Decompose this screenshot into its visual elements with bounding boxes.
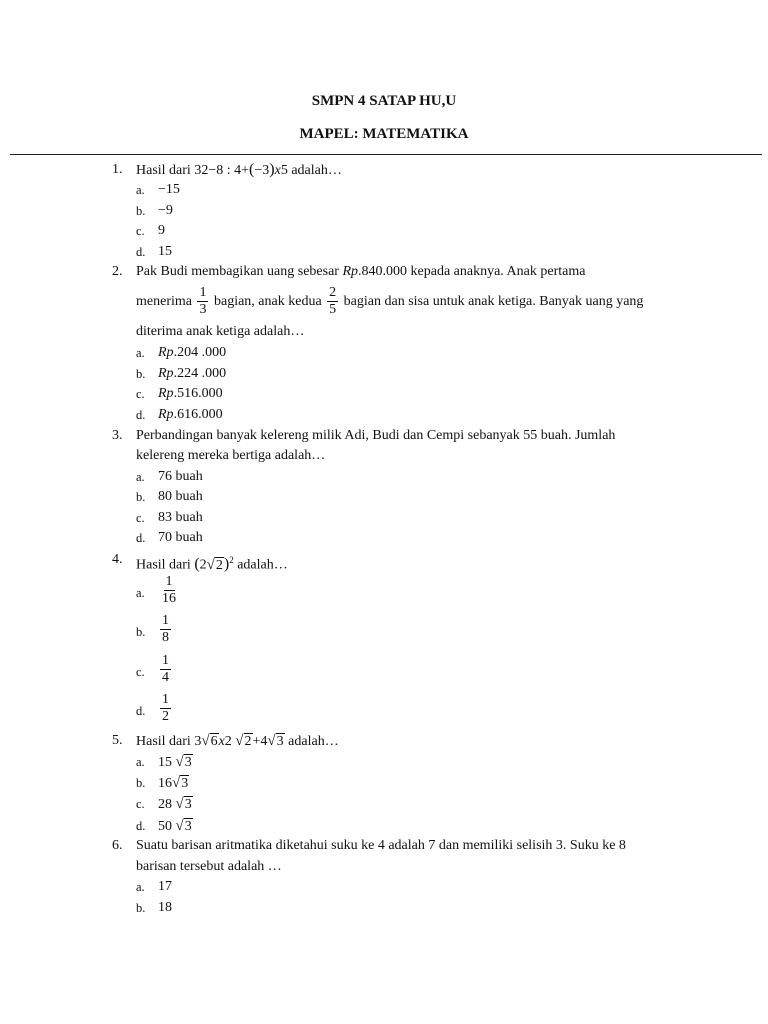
option-label: b.	[136, 625, 146, 639]
fraction	[160, 613, 171, 646]
option-label: d.	[136, 408, 146, 422]
option-label: c.	[136, 665, 145, 679]
fraction-numerator: 1	[162, 653, 169, 668]
option-value: −9	[158, 203, 173, 218]
fraction-denominator: 16	[162, 591, 176, 606]
question-5-text	[136, 732, 339, 751]
option-value	[158, 653, 173, 686]
amount: .224 .000	[173, 366, 227, 381]
square-root	[176, 795, 193, 814]
math-number: 50	[158, 819, 172, 834]
currency-symbol: Rp	[158, 386, 174, 401]
question-number: 6.	[112, 838, 123, 853]
radical-sign: √	[175, 796, 184, 812]
radical-sign: √	[175, 818, 184, 834]
math-paren: )	[269, 161, 275, 178]
fraction-numerator: 1	[165, 574, 173, 589]
radicand: 3	[184, 819, 192, 834]
square-root	[207, 556, 224, 575]
option-label: d.	[136, 245, 146, 259]
option-value	[158, 692, 173, 725]
fraction	[327, 285, 338, 318]
question-2-line-2	[136, 285, 643, 319]
question-6-line-1: Suatu barisan aritmatika diketahui suku ke 4 adalah 7 dan memiliki selisih 3. Suku ke 8	[136, 838, 626, 853]
option-value	[158, 795, 193, 814]
radicand: 3	[184, 755, 192, 770]
radical-sign: √	[172, 775, 181, 791]
option-value: 83 buah	[158, 510, 203, 525]
fraction	[160, 574, 178, 607]
square-root	[235, 732, 252, 751]
question-number: 5.	[112, 733, 123, 748]
option-value	[158, 385, 223, 403]
math-paren: (	[194, 555, 200, 573]
math-operator: +	[241, 163, 250, 178]
option-value: 9	[158, 223, 165, 238]
radical-sign: √	[201, 733, 210, 749]
option-value	[158, 817, 193, 836]
math-operator: x	[218, 734, 225, 749]
fraction-numerator: 1	[162, 613, 169, 628]
radical-sign: √	[267, 733, 276, 749]
option-value: 15	[158, 244, 172, 259]
currency-symbol: Rp	[158, 345, 174, 360]
radicand: 3	[276, 734, 284, 749]
option-label: c.	[136, 224, 145, 238]
option-label: a.	[136, 755, 145, 769]
math-number: 8 : 4	[216, 163, 242, 178]
question-text: adalah…	[288, 734, 339, 749]
radicand: 3	[184, 797, 192, 812]
fraction	[160, 692, 171, 725]
radical-sign: √	[206, 556, 215, 573]
currency-symbol: Rp	[158, 366, 174, 381]
radicand: 3	[181, 776, 189, 791]
question-text: Hasil dari	[136, 163, 191, 178]
currency-symbol: Rp	[158, 407, 174, 422]
question-6-line-2: barisan tersebut adalah …	[136, 859, 282, 874]
question-text: bagian dan sisa untuk anak ketiga. Banyak uang yang	[343, 294, 644, 309]
math-operator: x	[274, 163, 281, 178]
option-label: a.	[136, 183, 145, 197]
radical-sign: √	[175, 754, 184, 770]
option-label: b.	[136, 490, 146, 504]
square-root	[176, 817, 193, 836]
option-value	[158, 344, 226, 362]
option-label: c.	[136, 387, 145, 401]
option-value: 18	[158, 900, 172, 915]
fraction-numerator: 2	[329, 285, 337, 301]
school-title: SMPN 4 SATAP HU,U	[311, 93, 457, 109]
option-value: −15	[158, 182, 180, 197]
math-number: 28	[158, 797, 172, 812]
option-value	[158, 753, 193, 772]
option-value: 17	[158, 879, 172, 894]
radicand: 2	[244, 734, 252, 749]
question-number: 4.	[112, 552, 123, 567]
option-label: b.	[136, 901, 146, 915]
option-label: b.	[136, 776, 146, 790]
radical-sign: √	[235, 733, 244, 749]
option-label: c.	[136, 797, 145, 811]
square-root	[172, 774, 189, 793]
question-4-text	[136, 551, 288, 575]
square-root	[267, 732, 284, 751]
option-label: a.	[136, 346, 145, 360]
option-label: b.	[136, 204, 146, 218]
math-number: 16	[158, 776, 172, 791]
fraction	[160, 653, 171, 686]
option-value: 80 buah	[158, 489, 203, 504]
math-paren: )	[223, 555, 230, 573]
option-label: a.	[136, 880, 145, 894]
option-value	[158, 774, 189, 793]
question-text: Hasil dari	[136, 557, 191, 573]
fraction-denominator: 5	[329, 302, 337, 318]
exponent: 2	[229, 555, 234, 565]
question-text: bagian, anak kedua	[213, 294, 322, 309]
square-root	[201, 732, 218, 751]
option-value: 70 buah	[158, 530, 203, 545]
question-number: 3.	[112, 428, 123, 443]
math-paren: (	[249, 161, 255, 178]
question-text: adalah…	[237, 557, 288, 573]
question-2-line-3: diterima anak ketiga adalah…	[136, 324, 305, 339]
radicand: 2	[215, 557, 223, 573]
amount: .516.000	[173, 386, 223, 401]
option-label: d.	[136, 531, 146, 545]
fraction-numerator: 1	[162, 692, 169, 707]
option-value	[158, 365, 226, 383]
option-label: a.	[136, 586, 145, 600]
math-number: 32	[194, 163, 209, 178]
question-1-text	[136, 161, 342, 180]
fraction-denominator: 4	[162, 670, 169, 685]
subject-title: MAPEL: MATEMATIKA	[299, 126, 469, 142]
option-label: d.	[136, 819, 146, 833]
math-operator: −	[208, 163, 217, 178]
question-3-line-2: kelereng mereka bertiga adalah…	[136, 448, 326, 463]
question-text: kepada anaknya. Anak pertama	[410, 264, 586, 279]
math-number: 5	[280, 163, 288, 178]
amount: .616.000	[173, 407, 223, 422]
option-label: c.	[136, 511, 145, 525]
amount: .204 .000	[173, 345, 227, 360]
math-number: 3	[194, 734, 202, 749]
fraction-numerator: 1	[199, 285, 207, 301]
math-number: 15	[158, 755, 172, 770]
radicand: 6	[210, 734, 218, 749]
math-number: 2	[224, 734, 232, 749]
header-divider	[10, 154, 762, 155]
option-label: b.	[136, 367, 146, 381]
option-value: 76 buah	[158, 469, 203, 484]
question-number: 1.	[112, 162, 123, 177]
option-label: d.	[136, 704, 146, 718]
question-text: Pak Budi membagikan uang sebesar	[136, 264, 339, 279]
fraction	[197, 285, 208, 318]
currency-symbol: Rp	[342, 264, 359, 279]
option-value	[158, 574, 180, 607]
option-value	[158, 613, 173, 646]
math-number: 2	[199, 557, 207, 573]
fraction-denominator: 8	[162, 630, 169, 645]
math-number: +4	[252, 734, 268, 749]
option-value	[158, 406, 223, 424]
question-3-line-1: Perbandingan banyak kelereng milik Adi, Budi dan Cempi sebanyak 55 buah. Jumlah	[136, 428, 616, 443]
math-number: −3	[254, 163, 270, 178]
amount: .840.000	[358, 264, 408, 279]
question-text: Hasil dari	[136, 734, 191, 749]
question-2-line-1	[136, 263, 585, 281]
square-root	[176, 753, 193, 772]
question-text: adalah…	[291, 163, 342, 178]
question-number: 2.	[112, 264, 123, 279]
option-label: a.	[136, 470, 145, 484]
fraction-denominator: 3	[199, 302, 207, 318]
question-text: menerima	[136, 294, 192, 309]
fraction-denominator: 2	[162, 709, 169, 724]
